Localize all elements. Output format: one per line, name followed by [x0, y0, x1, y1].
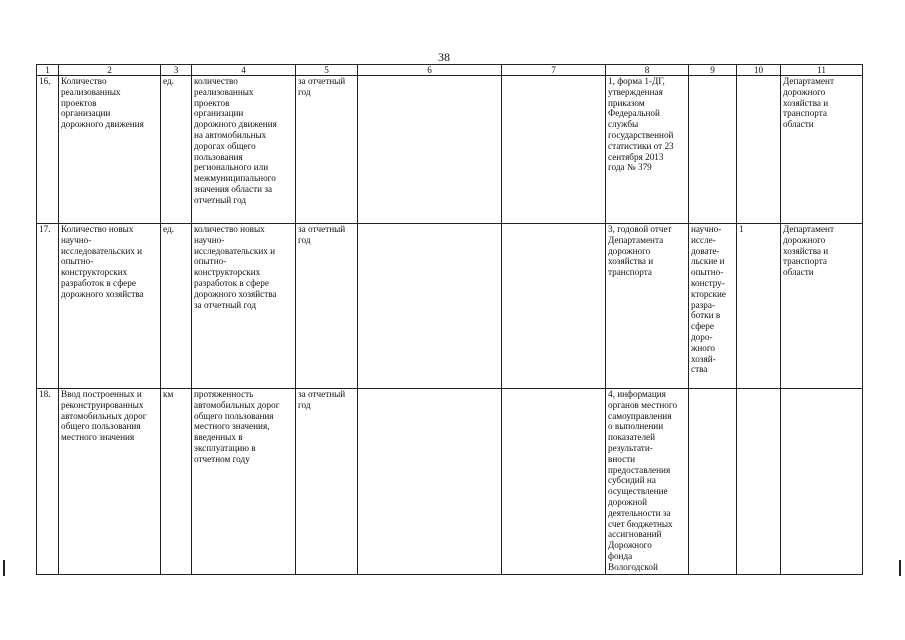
responsible-body: Департамент дорожного хозяйства и транспорта области — [781, 224, 863, 389]
column-number-1: 1 — [37, 65, 59, 76]
column-number-8: 8 — [606, 65, 689, 76]
column-number-row — [37, 65, 863, 76]
indicator-name: Ввод построенных и реконструированных автомобильных дорог общего пользования местного значения — [59, 389, 161, 575]
indicator-table — [36, 64, 863, 575]
formula-cell — [358, 76, 502, 224]
data-source: 1, форма 1-ДГ, утвержденная приказом Федеральной службы государственной статистики от 23 сентября 2013 года № 379 — [606, 76, 689, 224]
indicator-definition: количество реализованных проектов организации дорожного движения на автомобильных дорогах общего пользования регионального или межмуниципального значения области за отчетный год — [192, 76, 296, 224]
indicator-definition: протяженность автомобильных дорог общего пользования местного значения, введенных в эксплуатацию в отчетном году — [192, 389, 296, 575]
observation-object — [689, 389, 737, 575]
page-number: 38 — [438, 50, 450, 64]
data-source: 4, информация органов местного самоуправления о выполнении показателей результати- вности предоставления субсидий на осуществление дорожной деятельности за счет бюджетных ассигнований Дорожного фонда Вологодской — [606, 389, 689, 575]
time-period: за отчетный год — [296, 76, 358, 224]
unit-of-measure: ед. — [161, 76, 192, 224]
indicator-name: Количество реализованных проектов организации дорожного движения — [59, 76, 161, 224]
observation-object — [689, 76, 737, 224]
data-source: 3, годовой отчет Департамента дорожного хозяйства и транспорта — [606, 224, 689, 389]
row-number: 18. — [37, 389, 59, 575]
column-number-10: 10 — [737, 65, 781, 76]
responsible-body — [781, 389, 863, 575]
column-number-4: 4 — [192, 65, 296, 76]
row-number: 17. — [37, 224, 59, 389]
column-number-3: 3 — [161, 65, 192, 76]
indicator-definition: количество новых научно- исследовательских и опытно- конструкторских разработок в сфере дорожного хозяйства за отчетный год — [192, 224, 296, 389]
time-period: за отчетный год — [296, 224, 358, 389]
time-period: за отчетный год — [296, 389, 358, 575]
formula-cell — [358, 224, 502, 389]
column-number-9: 9 — [689, 65, 737, 76]
column-number-6: 6 — [358, 65, 502, 76]
observation-object: научно- иссле- довате- льские и опытно- констру- кторские разра- ботки в сфере доро- жного хозяй- ства — [689, 224, 737, 389]
basic-indicators-cell — [502, 224, 606, 389]
unit-of-measure: ед. — [161, 224, 192, 389]
column-number-2: 2 — [59, 65, 161, 76]
coverage-cell: 1 — [737, 224, 781, 389]
basic-indicators-cell — [502, 389, 606, 575]
table-row-17 — [37, 224, 863, 389]
coverage-cell — [737, 76, 781, 224]
column-number-11: 11 — [781, 65, 863, 76]
unit-of-measure: км — [161, 389, 192, 575]
coverage-cell — [737, 389, 781, 575]
column-number-5: 5 — [296, 65, 358, 76]
responsible-body: Департамент дорожного хозяйства и транспорта области — [781, 76, 863, 224]
formula-cell — [358, 389, 502, 575]
indicator-name: Количество новых научно- исследовательских и опытно- конструкторских разработок в сфере дорожного хозяйства — [59, 224, 161, 389]
right-scan-mark — [899, 560, 901, 576]
table-row-16 — [37, 76, 863, 224]
row-number: 16. — [37, 76, 59, 224]
basic-indicators-cell — [502, 76, 606, 224]
table-row-18 — [37, 389, 863, 575]
left-scan-mark — [3, 560, 5, 576]
column-number-7: 7 — [502, 65, 606, 76]
